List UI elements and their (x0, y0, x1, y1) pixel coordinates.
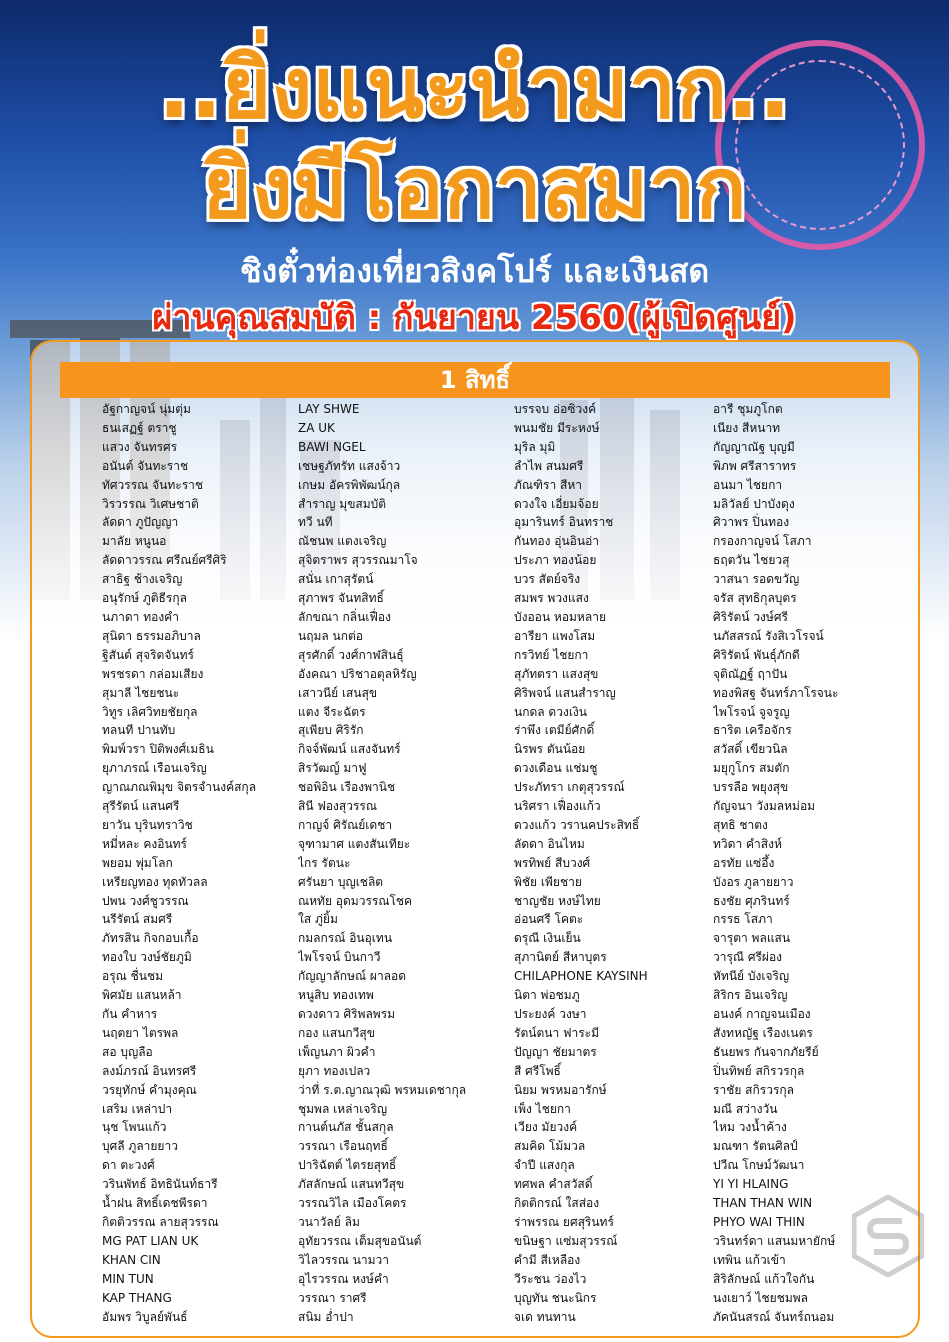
name-entry: ร่าพึง เตมีย์ศักดิ์ (514, 723, 595, 738)
name-entry: จเด ทนทาน (514, 1309, 576, 1324)
name-entry: กัน คำหาร (102, 1007, 158, 1021)
name-entry: มลิวัลย์ ปาบังดุง (713, 496, 795, 511)
name-entry: สิริกร อินเจริญ (713, 988, 788, 1003)
name-entry: ธาริต เครือจักร (713, 723, 792, 738)
name-entry: พิภพ ศรีสาราทร (713, 458, 797, 473)
name-entry: ไพโรจน์ บินกาวี (298, 950, 381, 965)
name-entry: ชาญชัย หงษ์ไทย (514, 893, 601, 908)
name-entry: กรองกาญจน์ โสภา (713, 534, 812, 549)
name-entry: มยุกูโกร สมตัก (713, 761, 790, 776)
name-entry: หมี่หละ คงอินทร์ (102, 836, 187, 851)
name-entry: บังอร ภูลายยาว (713, 874, 794, 889)
name-entry: สิริลักษณ์ แก้วใจกัน (713, 1271, 815, 1286)
name-entry: อารี ชุมภูโกต (713, 402, 783, 416)
headline-line-2: ยิ่งมีโอกาสมาก (202, 139, 747, 237)
name-entry: สาธิฐ ช้างเจริญ (102, 572, 183, 587)
name-entry: อารียา แพงโสม (514, 628, 596, 643)
name-entry: สุภัทตรา แสงสุข (514, 666, 599, 681)
name-entry: จารุตา พลแสน (713, 931, 791, 946)
section-title-bar: 1 สิทธิ์ (60, 362, 890, 398)
name-entry: ปวีณ โกษม์วัฒนา (713, 1158, 805, 1173)
name-entry: วรรณวิไล เมืองโคตร (298, 1196, 407, 1211)
name-entry: วารุณี ศรีผ่อง (713, 950, 783, 965)
name-entry: ปพน วงศ์ชูวรรณ (102, 893, 189, 908)
name-entry: อัฐกาญจน์ นุ่มตุ่ม (102, 402, 191, 416)
name-entry: วิรวรรณ วิเศษชาติ (102, 496, 199, 511)
name-entry: ดวงแก้ว วรานคประสิทธิ์ (514, 817, 640, 832)
name-entry: จำปี แสงกุล (514, 1158, 575, 1173)
name-entry: สุภานิตย์ สีหาบุตร (514, 950, 607, 965)
name-entry: จรัส สุทธิกุลบุตร (713, 591, 797, 606)
name-entry: ยุภา ทองเปลว (298, 1063, 371, 1078)
name-entry: ลัดดา อินไหม (514, 836, 585, 851)
name-entry: กอง แสนกวีสุข (298, 1025, 375, 1040)
name-entry: เกษม อัครพิพัฒน์กุล (298, 477, 401, 492)
name-entry: KHAN CIN (102, 1252, 161, 1267)
name-entry: กาญจ์ ศิรัณย์เดชา (298, 817, 393, 832)
name-entry: สุรีรัตน์ แสนศรี (102, 799, 180, 814)
name-entry: สุรศักดิ์ วงศ์กาฬสินธุ์ (298, 647, 404, 662)
name-entry: สวัสดิ์ เขียวนิล (713, 742, 788, 757)
name-entry: ใส ภู่ยิ้ม (298, 912, 338, 927)
name-entry: อรทัย แซ่อึ้ง (713, 855, 775, 870)
name-entry: ยุภาภรณ์ เรือนเจริญ (102, 761, 207, 776)
name-entry: ทศพล คำสวัสดิ์ (514, 1177, 593, 1192)
name-entry: สิรวัฒญ์ มาฟู (298, 761, 367, 776)
name-entry: วิทูร เลิศวิทยชัยกุล (102, 704, 198, 719)
name-entry: นรีรัตน์ สมศรี (102, 912, 173, 927)
name-entry: เทพิน แก้วเข้า (713, 1252, 786, 1267)
name-entry: มณี สว่างวัน (713, 1101, 778, 1116)
name-entry: สุจิตราพร สุวรรณมาโจ (298, 553, 418, 568)
name-entry: กิตติวรรณ ลายสุวรรณ (102, 1214, 219, 1229)
name-entry: เสาวนีย์ เสนสุข (298, 685, 378, 700)
name-entry: ศิริรัตน์ พันธุ์ภักดี (713, 647, 800, 662)
name-entry: วิไลวรรณ นามวา (298, 1252, 390, 1267)
name-entry: วนาวัลย์ ลิม (298, 1214, 360, 1229)
name-entry: สุมาลี ไชยชนะ (102, 685, 180, 700)
name-entry: PHYO WAI THIN (713, 1214, 805, 1229)
name-entry: ธงชัย ศุภรินทร์ (713, 893, 790, 908)
name-entry: วรรณา เรือนฤทธิ์ (298, 1139, 388, 1154)
name-entry: สำราญ มุขสมบัติ (298, 496, 387, 511)
name-entry: นิรพร ตันน้อย (514, 742, 586, 757)
name-entry: อนงค์ กาญจนเมือง (713, 1007, 811, 1021)
name-entry: วาสนา รอดขวัญ (713, 572, 800, 587)
name-entry: ลัดดาวรรณ ศรีณย์ศรีศิริ (102, 553, 227, 568)
name-entry: สนั่น เกาสุรัตน์ (298, 572, 374, 587)
subtitle: ชิงตั๋วท่องเที่ยวสิงคโปร์ และเงินสด (239, 252, 710, 290)
name-entry: ดวงดาว ศิริพลพรม (298, 1007, 396, 1021)
name-entry: ปัญญา ชัยมาตร (514, 1044, 597, 1059)
name-entry: ญาณภณพิมุข จิตรจำนงค์สกุล (102, 780, 257, 795)
name-entry: วรรณา ราศรี (298, 1290, 367, 1305)
name-entry: มุริล มุมิ (514, 439, 556, 454)
name-entry: อนมา ไชยกา (713, 477, 783, 492)
name-entry: ยาวัน บุรินทราวิช (102, 817, 193, 832)
name-entry: ศิวาพร ปิ่นทอง (713, 515, 790, 530)
name-entry: ดวงเดือน แช่มชู (514, 761, 598, 776)
name-entry: ประภัทรา เกตุสุวรรณ์ (514, 780, 625, 795)
name-entry: ปาริฉัตต์ ไตรยสุทธิ์ (298, 1158, 397, 1173)
name-entry: เพ็ง ไชยกา (514, 1101, 571, 1116)
name-entry: ไกร รัตนะ (298, 855, 351, 870)
name-entry: นกดล ดวงเงิน (514, 704, 587, 719)
name-entry: ชอพิอิน เรืองพานิช (298, 780, 396, 795)
name-entry: ไหม วงน้ำค้าง (713, 1120, 787, 1135)
name-entry: อุทัยวรรณ เต็มสุขอนันต์ (298, 1233, 422, 1248)
name-entry: บุศลี ภูลายยาว (102, 1139, 178, 1154)
name-entry: พิศมัย แสนหล้า (102, 988, 182, 1003)
name-entry: สุภาพร จันทสิทธิ์ (298, 591, 384, 606)
name-entry: เสริม เหล่าปา (102, 1101, 173, 1116)
name-entry: ชุมพล เหล่าเจริญ (298, 1101, 388, 1116)
name-entry: ทลนที ปานทับ (102, 723, 176, 738)
name-entry: กันทอง อุ่นอินอ่า (514, 534, 600, 549)
name-entry: MG PAT LIAN UK (102, 1233, 199, 1248)
name-entry: ภัทรสิน กิจกอบเกื้อ (102, 931, 199, 946)
name-entry: ZA UK (298, 420, 335, 435)
name-entry: นิยม พรหมอารักษ์ (514, 1082, 607, 1097)
name-entry: กัญญาลักษณ์ ผาลอด (298, 969, 407, 984)
names-column-3 (514, 400, 729, 1326)
name-entry: พรทิพย์ สีบวงศ์ (514, 855, 591, 870)
name-entry: อุมารินทร์ อินทราช (514, 515, 614, 530)
name-entry: BAWI NGEL (298, 439, 366, 454)
name-entry: วรินพัทธ์ อิทธินันท์ธารี (102, 1177, 218, 1192)
name-entry: นงเยาว์ ไชยชมพล (713, 1290, 809, 1305)
name-entry: บังออน หอมหลาย (514, 609, 606, 624)
name-entry: หนูสิบ ทองเทพ (298, 988, 374, 1003)
brand-logo-icon (852, 1195, 924, 1277)
name-entry: ปิ่นทิพย์ สกิรวรกุล (713, 1063, 805, 1078)
names-column-1 (102, 400, 317, 1326)
name-entry: ธันยพร กันจากภัยรีย์ (713, 1044, 819, 1059)
name-entry: คำมี สีเหลือง (514, 1252, 581, 1267)
name-entry: ศิริพจน์ แสนสำราญ (514, 685, 616, 700)
name-entry: อนันต์ จันทะราช (102, 458, 189, 473)
name-entry: ประยงค์ วงษา (514, 1007, 587, 1021)
name-entry: THAN THAN WIN (713, 1196, 813, 1211)
name-entry: ทวี นที (298, 515, 333, 530)
name-entry: วีระชน ว่องไว (514, 1271, 587, 1286)
name-entry: ภัสลักษณ์ แสนทวีสุข (298, 1177, 405, 1192)
name-entry: ทัศวรรณ จันทะราช (102, 477, 204, 492)
name-entry: พนมชัย มีระหงษ์ (514, 420, 600, 435)
name-entry: ร่าพรรณ ยศสุรินทร์ (514, 1214, 614, 1229)
name-entry: สังทหญัฐ เรืองเนตร (713, 1025, 813, 1040)
name-entry: บุญทัน ชนะนิกร (514, 1290, 597, 1305)
name-entry: พรชรดา กล่อมเสียง (102, 666, 204, 681)
name-entry: แตง จีระฉัตร (298, 704, 366, 719)
name-entry: กิจจ์พัฒน์ แสงจันทร์ (298, 742, 401, 757)
name-entry: ทองใบ วงษ์ชัยภูมิ (102, 950, 192, 965)
name-entry: สมคิด โม้มวล (514, 1139, 586, 1154)
names-column-2 (298, 400, 513, 1326)
name-entry: นริศรา เฟื่องแก้ว (514, 799, 601, 814)
name-entry: ดา ตะวงศ์ (102, 1158, 155, 1173)
name-entry: ณัชนพ แตงเจริญ (298, 534, 387, 549)
name-entry: ฐิสันต์ สุจริตจันทร์ (102, 647, 194, 662)
name-entry: ภัคนันสรณ์ จันทร์ถนอม (713, 1309, 835, 1324)
name-entry: ทองพิสฐ จันทร์ภาโรจนะ (713, 685, 839, 700)
qualification-period: ผ่านคุณสมบัติ : กันยายน 2560(ผู้เปิดศูนย์) (152, 298, 797, 338)
names-column-4 (713, 400, 928, 1326)
name-entry: พิมพ์วรา ปิติพงศ์เมธิน (102, 742, 214, 757)
name-entry: สุทธิ ชาตง (713, 817, 768, 832)
name-entry: ไพโรจน์ จูจรูญ (713, 704, 790, 719)
name-entry: รัตน์ตนา ฟาระมี (514, 1025, 600, 1040)
name-entry: นุช โพนแก้ว (102, 1120, 167, 1135)
name-entry: อุไรวรรณ หงษ์คำ (298, 1271, 389, 1286)
name-entry: นภาดา ทองคำ (102, 609, 179, 624)
name-entry: ลัดดา ภูปัญญา (102, 515, 179, 530)
name-entry: น้ำฝน สิทธิ์เดชพีรดา (102, 1196, 208, 1211)
name-entry: อนุรักษ์ ภูติธีรกุล (102, 591, 187, 606)
name-entry: สนิม อ่ำปา (298, 1309, 354, 1324)
name-entry: YI YI HLAING (713, 1177, 789, 1192)
name-entry: พยอม พุ่มโลก (102, 855, 173, 870)
name-entry: มาลัย หนูนอ (102, 534, 167, 549)
name-entry: ขนิษฐา แซ่มสุวรรณ์ (514, 1233, 618, 1248)
name-entry: พิชัย เพียชาย (514, 874, 582, 889)
name-entry: กัญญาณัฐ บุญมี (713, 439, 795, 454)
name-entry: KAP THANG (102, 1290, 172, 1305)
name-entry: เนียง สีหนาท (713, 420, 781, 435)
name-entry: ธนเสฏฐ์ ตราชู (102, 420, 177, 435)
name-entry: หัทนีย์ บังเจริญ (713, 969, 790, 984)
name-entry: ศิริรัตน์ วงษ์ศรี (713, 609, 788, 624)
name-entry: อัมพร วิบูลย์พันธ์ (102, 1309, 188, 1324)
name-entry: ภัณฑิรา สีหา (514, 477, 582, 492)
name-entry: กมลกรณ์ อินอุเทน (298, 931, 393, 946)
name-entry: จุฑามาศ แตงสันเทียะ (298, 836, 411, 851)
name-entry: สุเพียบ ศิริรัก (298, 723, 364, 738)
name-entry: CHILAPHONE KAYSINH (514, 969, 648, 984)
name-entry: เพ็ญนภา ผิวคำ (298, 1044, 376, 1059)
name-entry: ลำไพ สนมศรี (514, 458, 584, 473)
name-entry: กิตติกรณ์ ใสส่อง (514, 1196, 600, 1211)
name-entry: เหรียญทอง ทุดทัวลล (102, 874, 208, 889)
name-entry: ว่าที่ ร.ต.ญาณวุฒิ พรหมเดชากุล (298, 1082, 467, 1097)
name-entry: กรรธ โสภา (713, 912, 773, 927)
name-entry: นฤมล นกต่อ (298, 628, 364, 643)
name-entry: ทวิดา คำสิงห์ (713, 836, 782, 851)
name-entry: ณหทัย อุดมวรรณโชค (298, 893, 413, 908)
name-entry: อังคณา ปริชาอตุลหิรัญ (298, 666, 417, 681)
name-entry: อรุณ ชื่นชม (102, 969, 164, 984)
name-entry: บรรลือ พยุงสุข (713, 780, 789, 795)
name-entry: แสวง จันทรศร (102, 439, 178, 454)
headline-line-1: ..ยิ่งแนะนำมาก.. (158, 39, 791, 137)
name-entry: เชษฐภัทรัท แสงจ้าว (298, 458, 401, 473)
name-entry: ราชัย สกิรวรกุล (713, 1082, 795, 1097)
name-entry: สมพร พวงแสง (514, 591, 589, 606)
name-entry: จุติณัฏฐ์ ฤาปัน (713, 666, 788, 681)
name-entry: มณฑา รัตนศิลป์ (713, 1139, 798, 1154)
name-entry: ดรุณี เงินเย็น (514, 931, 581, 946)
name-entry: นภัสสรณ์ รังสิเวโรจน์ (713, 628, 824, 643)
name-entry: วรยุทักษ์ คำมุงคุณ (102, 1082, 197, 1097)
name-entry: กัญจนา วังมลหม่อม (713, 799, 816, 814)
name-entry: สอ บุญลือ (102, 1044, 153, 1059)
name-entry: นิตา พ่อชมภู (514, 988, 580, 1003)
name-entry: สุนิดา ธรรมอภิบาล (102, 628, 201, 643)
name-entry: วรินทร์ดา แสนมหายักษ์ (713, 1233, 836, 1248)
name-entry: LAY SHWE (298, 402, 360, 416)
name-entry: นฤตยา ไตรพล (102, 1025, 179, 1040)
name-entry: กรวิทย์ ไชยกา (514, 647, 589, 662)
name-entry: บรรจบ อ่อซิวงค์ (514, 402, 597, 416)
name-entry: สินี ฟองสุวรรณ (298, 799, 377, 814)
name-entry: ประภา ทองน้อย (514, 553, 597, 568)
name-entry: อ่อนศรี โคตะ (514, 912, 584, 927)
name-entry: กานต์นภัส ชั้นสกุล (298, 1120, 394, 1135)
name-entry: ธฤตวัน ไชยวสุ (713, 553, 790, 568)
name-entry: ดวงใจ เอี่ยมจ้อย (514, 496, 599, 511)
name-entry: MIN TUN (102, 1271, 154, 1286)
name-entry: สี ศรีโพธิ์ (514, 1063, 561, 1078)
name-entry: ศรันยา บุญเชลิต (298, 874, 384, 889)
name-entry: เวียง มัยวงค์ (514, 1120, 578, 1135)
name-entry: ลักขณา กลิ่นเฟื่อง (298, 609, 391, 624)
name-entry: ลงม์ภรณ์ อินทรศรี (102, 1063, 197, 1078)
name-entry: บวร สัตย์จริง (514, 572, 581, 587)
